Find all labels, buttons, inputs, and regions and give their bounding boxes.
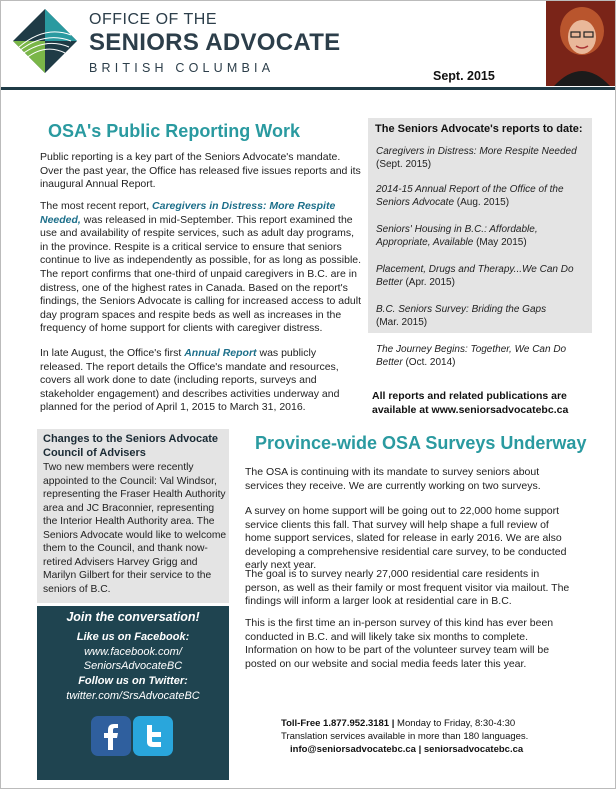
report-date: (Sept. 2015) xyxy=(376,159,432,170)
report-title: 2014-15 Annual Report of the Office of the Seniors Advocate xyxy=(376,184,564,208)
report-date: (Mar. 2015) xyxy=(376,317,428,328)
translation-note: Translation services available in more than 180 languages. xyxy=(281,731,529,742)
reporting-p2-post: was released in mid-September. This report examined the use and availability of respite services, such as adult day programs, in the province. Respite is a critical service to ensure that seniors continue to live as independently as possible, for as long as possible. The report confirms that one-third of unpaid caregivers in B.C. are in distress, one of the highest rates in Canada. Based on the report's findings, the Seniors Advocate is calling for increased access to adult day program spaces and respite beds as well as increases in the frequency of home support for clients with caregiver distress. xyxy=(40,213,362,335)
reporting-paragraph-3 xyxy=(40,347,362,415)
facebook-url-line-2[interactable]: SeniorsAdvocateBC xyxy=(83,660,183,672)
facebook-icon[interactable] xyxy=(91,716,131,756)
report-title: B.C. Seniors Survey: Briding the Gaps xyxy=(376,304,547,315)
report-date: (May 2015) xyxy=(476,237,527,248)
surveys-paragraph-3: The goal is to survey nearly 27,000 residential care residents in person, as well as their family or most frequent visitor via mailout. The findings will inform a larger look at residential care in B.C. xyxy=(245,568,570,608)
twitter-label: Follow us on Twitter: xyxy=(78,675,188,687)
council-changes-body: Two new members were recently appointed to the Council: Val Windsor, representing the Fraser Health Authority area and JC Braconnier, representing the Interior Health Authority area. The Seniors Advocate would like to welcome them to the Council, and thank now-retired Advisers Harvey Grigg and Marilyn Gilbert for their service to the seniors of B.C. xyxy=(43,462,227,595)
report-title: Caregivers in Distress: More Respite Needed xyxy=(376,146,577,157)
email-link[interactable]: info@seniorsadvocatebc.ca xyxy=(290,744,416,755)
twitter-url[interactable]: twitter.com/SrsAdvocateBC xyxy=(66,690,200,702)
toll-free-number[interactable]: Toll-Free 1.877.952.3181 xyxy=(281,718,390,729)
reporting-paragraph-1: Public reporting is a key part of the Seniors Advocate's mandate. Over the past year, the Office has released five issues reports and its inaugural Annual Report. xyxy=(40,151,361,191)
issue-date: Sept. 2015 xyxy=(433,69,495,83)
report-title: Seniors' Housing in B.C.: Affordable, Appropriate, Available xyxy=(376,224,538,248)
report-list-item[interactable] xyxy=(376,343,586,369)
header-divider xyxy=(1,87,616,90)
footer-separator: | xyxy=(389,718,398,729)
footer-separator: | xyxy=(415,744,424,755)
reporting-title: OSA's Public Reporting Work xyxy=(48,121,300,141)
twitter-icon[interactable] xyxy=(133,716,173,756)
surveys-paragraph-2: A survey on home support will be going out to 22,000 home support service clients this fall. That survey will help shape a full review of home support services, slated for release in early 2016. We are also developing a comprehensive residential care survey, to be conducted early next year. xyxy=(245,505,567,572)
header-seniors-advocate: SENIORS ADVOCATE xyxy=(89,29,341,56)
reporting-paragraph-2 xyxy=(40,200,362,336)
report-list-item[interactable] xyxy=(376,145,586,171)
website-link[interactable]: seniorsadvocatebc.ca xyxy=(423,744,524,755)
report-list-item[interactable] xyxy=(376,303,586,329)
caregivers-report-link[interactable]: Caregivers in Distress: More Respite Needed, xyxy=(40,200,336,226)
reports-sidebar-title: The Seniors Advocate's reports to date: xyxy=(375,123,583,135)
report-list-item[interactable] xyxy=(376,223,586,249)
report-list-item[interactable] xyxy=(376,183,586,209)
annual-report-link[interactable]: Annual Report xyxy=(184,347,257,359)
reporting-p2-pre: The most recent report, xyxy=(40,200,153,212)
report-date: (Apr. 2015) xyxy=(405,277,455,288)
contact-line xyxy=(281,717,515,730)
header-british-columbia: BRITISH COLUMBIA xyxy=(89,61,275,75)
surveys-title: Province-wide OSA Surveys Underway xyxy=(255,433,587,453)
advocate-photo xyxy=(546,1,616,86)
reports-availability-note: All reports and related publications are available at www.seniorsadvocatebc.ca xyxy=(372,390,569,416)
surveys-paragraph-1: The OSA is continuing with its mandate to survey seniors about services they receive. We are currently working on two surveys. xyxy=(245,466,541,492)
report-title: The Journey Begins: Together, We Can Do Better xyxy=(376,344,567,368)
facebook-label: Like us on Facebook: xyxy=(76,631,190,643)
reporting-p3-post: was publicly released. The report details the Office's mandate and resources, covers all work done to date (including reports, surveys and stakeholder engagement) and describes activities underway and planned for the period of April 1, 2015 to March 31, 2016. xyxy=(40,347,340,414)
reporting-p3-pre: In late August, the Office's first xyxy=(40,347,185,359)
report-title: Placement, Drugs and Therapy...We Can Do Better xyxy=(376,264,574,288)
report-date: (Aug. 2015) xyxy=(456,197,510,208)
osa-logo-icon xyxy=(11,7,79,77)
report-list-item[interactable] xyxy=(376,263,586,289)
report-date: (Oct. 2014) xyxy=(405,357,456,368)
contact-links xyxy=(290,743,523,756)
header-office-of: OFFICE OF THE xyxy=(89,11,217,28)
social-heading: Join the conversation! xyxy=(66,610,200,624)
surveys-paragraph-4: This is the first time an in-person survey of this kind has ever been conducted in B.C. and will likely take six months to complete. Information on how to be part of the volunteer survey team will be posted on our website and social media feeds later this year. xyxy=(245,617,554,670)
facebook-url-line-1[interactable]: www.facebook.com/ xyxy=(84,646,182,658)
office-hours: Monday to Friday, 8:30-4:30 xyxy=(397,718,516,729)
council-changes-title: Changes to the Seniors Advocate Council of Advisers xyxy=(43,433,219,459)
